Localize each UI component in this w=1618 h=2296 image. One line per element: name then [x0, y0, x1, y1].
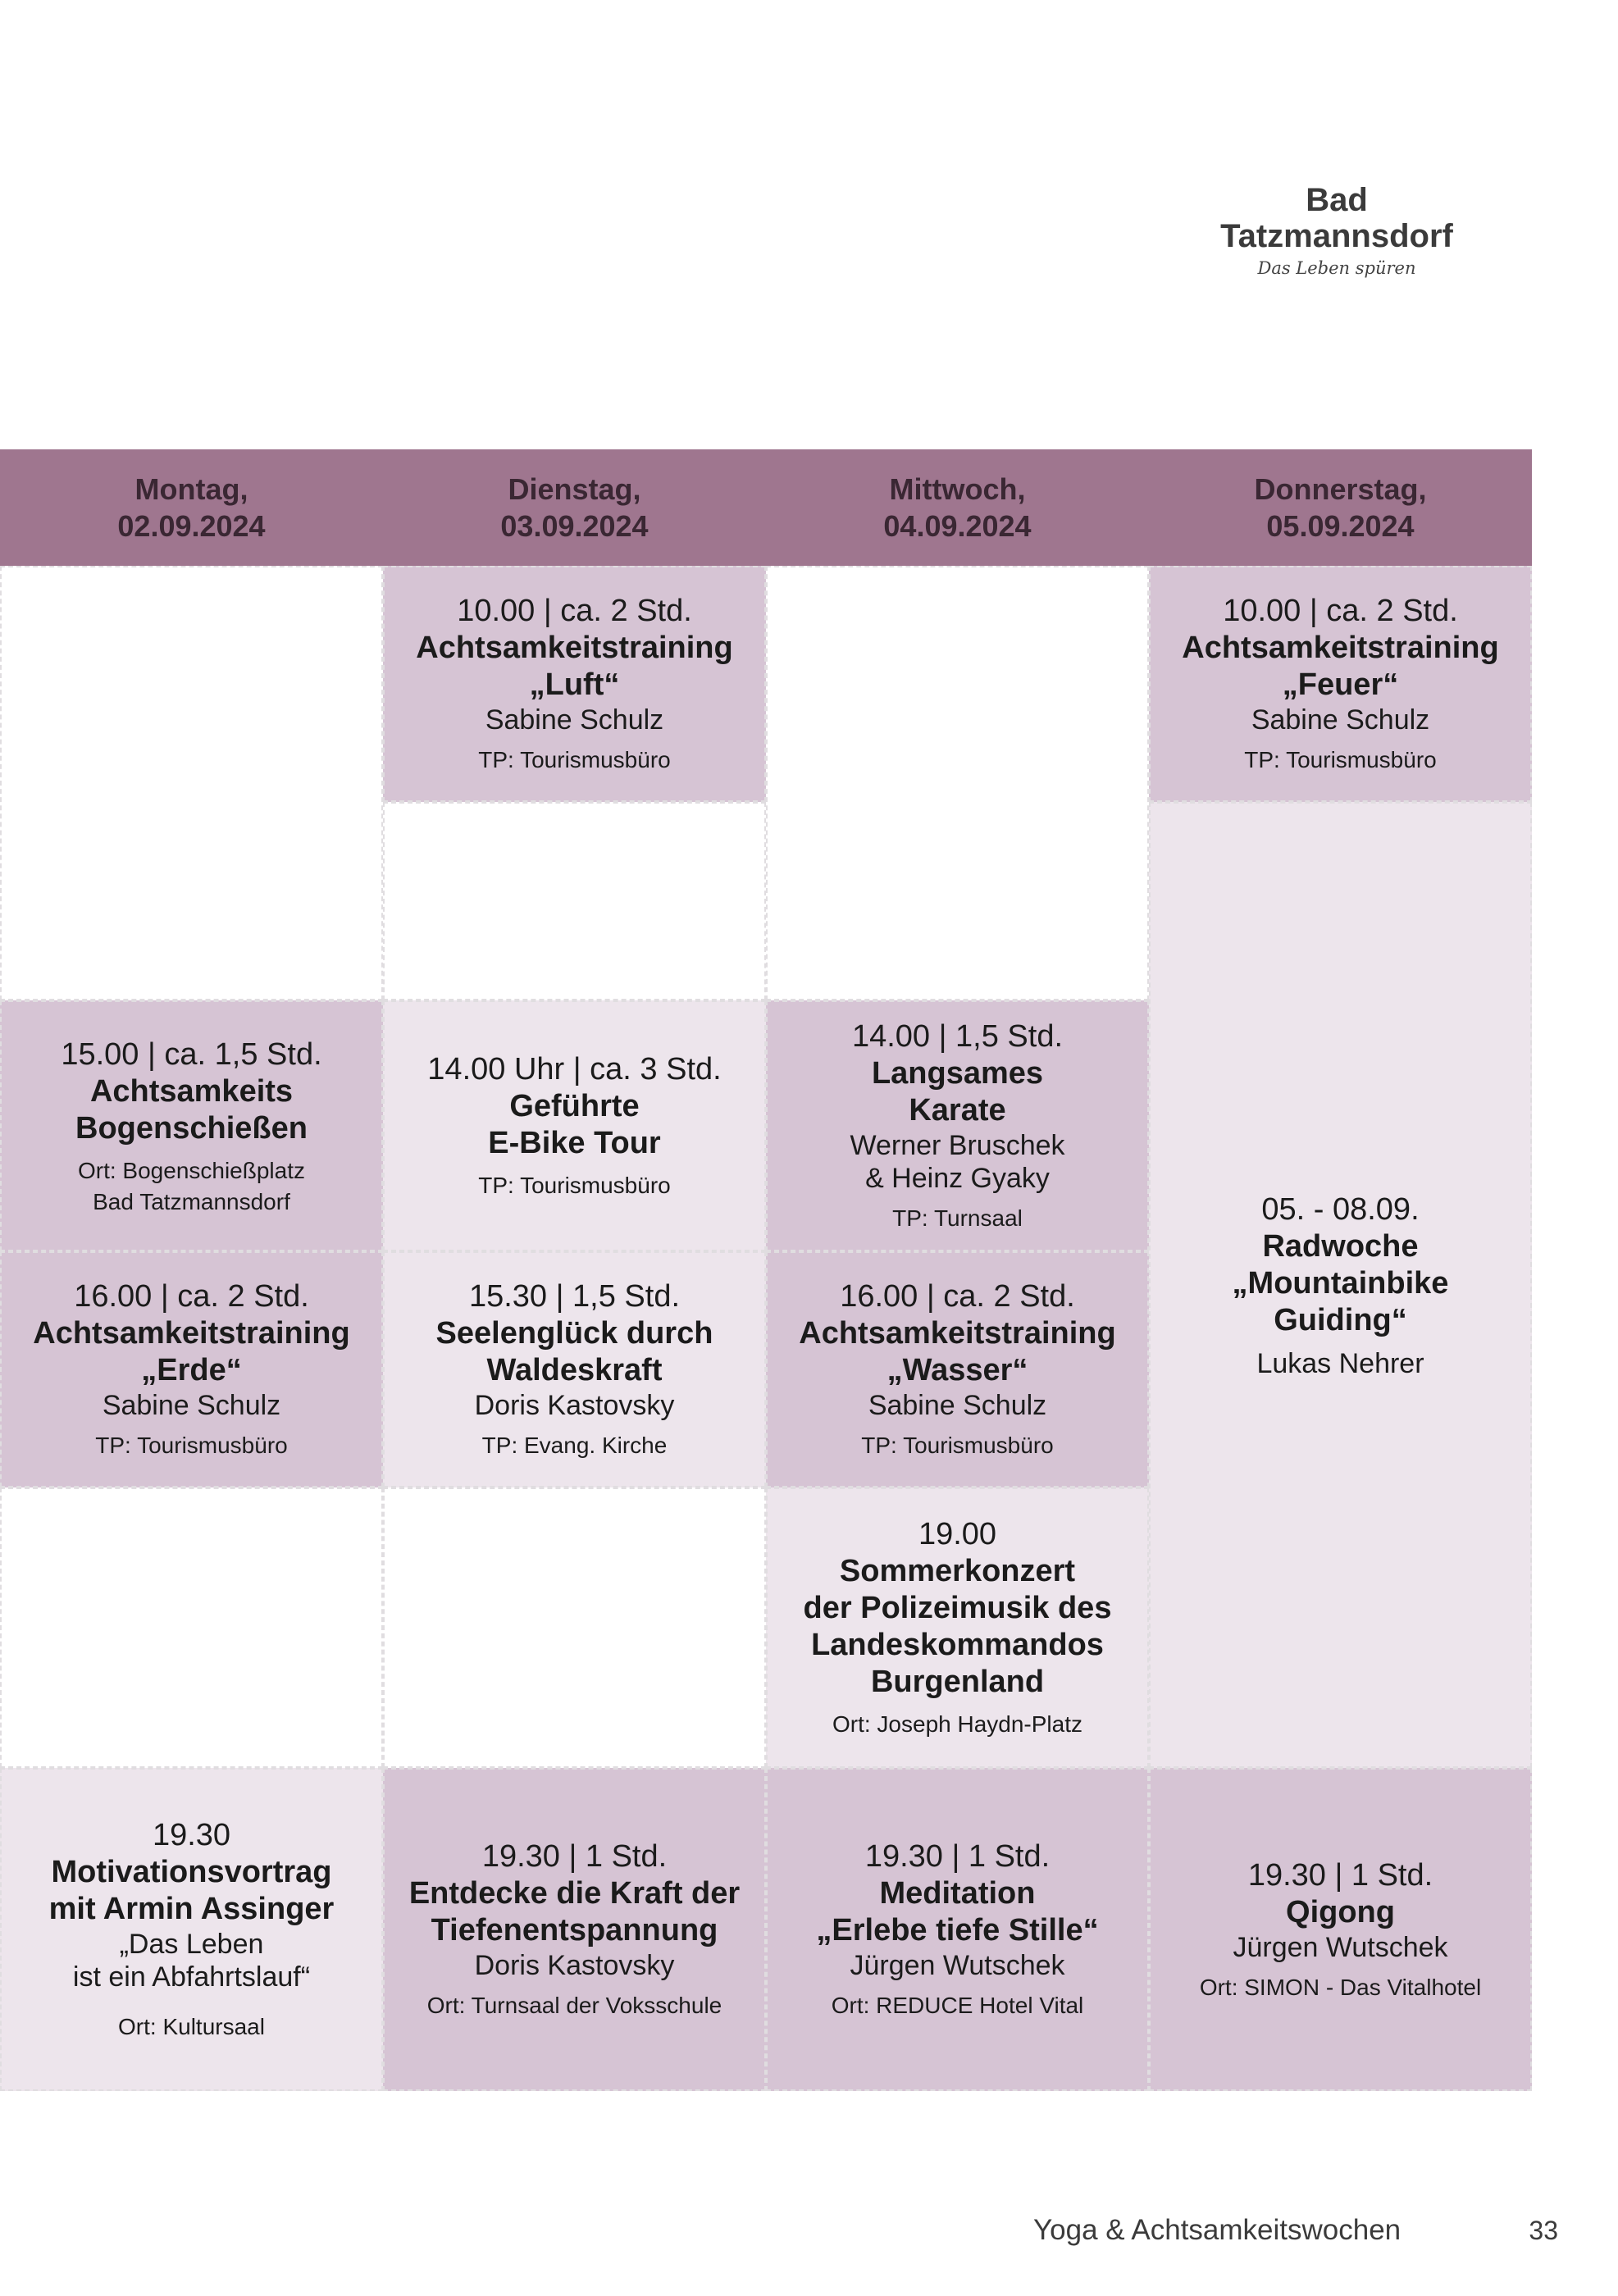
- day-weekday: Dienstag,: [508, 472, 641, 506]
- event-title: Geführte: [509, 1089, 640, 1123]
- event-card-feuer: [1149, 566, 1532, 802]
- empty-cell: [383, 802, 766, 1000]
- event-title: Guiding“: [1274, 1302, 1407, 1337]
- event-card-erde: [0, 1251, 383, 1487]
- event-place: TP: Tourismusbüro: [1244, 747, 1437, 772]
- event-title: „Mountainbike: [1232, 1265, 1449, 1301]
- empty-cell: [0, 1487, 383, 1768]
- event-card-seelenglueck: [383, 1251, 766, 1487]
- day-date: 04.09.2024: [883, 509, 1032, 543]
- day-header-dienstag: [383, 449, 766, 566]
- event-title: mit Armin Assinger: [48, 1892, 335, 1926]
- event-title: Entdecke die Kraft der: [408, 1876, 741, 1911]
- event-person: Sabine Schulz: [102, 1390, 281, 1421]
- event-place: TP: Tourismusbüro: [478, 747, 671, 772]
- event-title: Achtsamkeitstraining: [1182, 631, 1499, 665]
- day-weekday: Montag,: [134, 472, 248, 506]
- day-weekday: Mittwoch,: [889, 472, 1026, 506]
- event-time: 05. - 08.09.: [1261, 1191, 1420, 1227]
- event-title: Landeskommandos: [811, 1628, 1104, 1662]
- brand-line1: Bad: [1306, 182, 1368, 218]
- event-title: „Feuer“: [1282, 667, 1399, 702]
- event-place: TP: Tourismusbüro: [861, 1433, 1054, 1458]
- page-number: 33: [1529, 2215, 1558, 2245]
- event-time: 19.00: [918, 1517, 997, 1551]
- event-card-karate: [766, 1000, 1149, 1251]
- event-title: Bogenschießen: [75, 1110, 308, 1146]
- event-person: Doris Kastovsky: [474, 1390, 675, 1421]
- event-place: TP: Tourismusbüro: [95, 1433, 288, 1458]
- event-place: TP: Turnsaal: [892, 1205, 1023, 1231]
- event-place: TP: Tourismusbüro: [478, 1173, 671, 1198]
- event-place: Ort: Turnsaal der Voksschule: [426, 1993, 722, 2018]
- event-person: & Heinz Gyaky: [865, 1163, 1050, 1194]
- event-card-wasser: [766, 1251, 1149, 1487]
- event-card-luft: [383, 566, 766, 802]
- event-title: Burgenland: [870, 1665, 1045, 1699]
- event-subtitle: ist ein Abfahrtslauf“: [72, 1961, 311, 1993]
- day-weekday: Donnerstag,: [1254, 472, 1427, 506]
- event-place: TP: Evang. Kirche: [481, 1433, 668, 1458]
- event-card-radwoche: [1149, 802, 1532, 1768]
- event-person: Lukas Nehrer: [1256, 1347, 1424, 1379]
- event-time: 19.30: [152, 1818, 231, 1852]
- event-title: Karate: [909, 1093, 1006, 1128]
- day-date: 05.09.2024: [1266, 509, 1415, 543]
- event-time: 19.30 | 1 Std.: [1247, 1857, 1433, 1893]
- event-card-tiefenentspannung: [383, 1768, 766, 2091]
- event-time: 10.00 | ca. 2 Std.: [457, 594, 692, 628]
- event-title: E-Bike Tour: [488, 1126, 661, 1160]
- event-title: Achtsamkeitstraining: [33, 1316, 350, 1351]
- day-date: 03.09.2024: [500, 509, 649, 543]
- event-time: 19.30 | 1 Std.: [481, 1839, 668, 1874]
- event-person: Doris Kastovsky: [474, 1950, 675, 1981]
- empty-cell: [766, 566, 1149, 1000]
- empty-cell: [383, 1487, 766, 1768]
- brand-logo: [1189, 182, 1484, 282]
- event-person: Sabine Schulz: [485, 704, 664, 736]
- event-title: „Erde“: [141, 1353, 242, 1387]
- event-card-qigong: [1149, 1768, 1532, 2091]
- day-header-montag: [0, 449, 383, 566]
- event-title: Motivationsvortrag: [51, 1855, 332, 1889]
- page-footer: [1033, 2214, 1558, 2247]
- event-title: Langsames: [871, 1056, 1044, 1091]
- event-time: 19.30 | 1 Std.: [864, 1839, 1051, 1874]
- event-title: der Polizeimusik des: [803, 1591, 1112, 1625]
- event-title: Seelenglück durch: [435, 1316, 713, 1351]
- brand-tagline: Das Leben spüren: [1257, 258, 1416, 278]
- event-time: 15.00 | ca. 1,5 Std.: [61, 1036, 322, 1072]
- event-time: 15.30 | 1,5 Std.: [468, 1279, 681, 1314]
- event-place: Ort: Bogenschießplatz: [77, 1157, 306, 1183]
- event-title: „Erlebe tiefe Stille“: [816, 1913, 1099, 1947]
- event-person: Sabine Schulz: [868, 1390, 1047, 1421]
- event-title: Tiefenentspannung: [431, 1913, 718, 1947]
- event-place: Ort: SIMON - Das Vitalhotel: [1199, 1974, 1482, 2000]
- event-title: Qigong: [1286, 1894, 1395, 1929]
- event-person: Jürgen Wutschek: [1233, 1931, 1448, 1963]
- event-time: 14.00 | 1,5 Std.: [851, 1019, 1064, 1054]
- event-time: 16.00 | ca. 2 Std.: [840, 1279, 1075, 1314]
- empty-cell: [0, 566, 383, 1000]
- footer-title: Yoga & Achtsamkeitswochen: [1033, 2214, 1402, 2246]
- event-time: 10.00 | ca. 2 Std.: [1223, 594, 1458, 628]
- event-place: Ort: Kultursaal: [118, 2014, 265, 2039]
- day-header-donnerstag: [1149, 449, 1532, 566]
- event-title: „Wasser“: [886, 1353, 1028, 1387]
- event-card-ebike: [383, 1000, 766, 1251]
- event-title: Achtsamkeitstraining: [416, 631, 733, 665]
- schedule-header: [0, 449, 1532, 566]
- event-title: Achtsamkeitstraining: [799, 1316, 1116, 1351]
- event-place: Ort: REDUCE Hotel Vital: [831, 1993, 1084, 2018]
- event-person: Sabine Schulz: [1251, 704, 1430, 736]
- event-title: „Luft“: [529, 667, 620, 702]
- day-header-mittwoch: [766, 449, 1149, 566]
- event-title: Sommerkonzert: [839, 1554, 1076, 1588]
- event-card-motivationsvortrag: [0, 1768, 383, 2091]
- event-place: Bad Tatzmannsdorf: [93, 1188, 290, 1214]
- brand-line2: Tatzmannsdorf: [1220, 218, 1453, 254]
- event-card-sommerkonzert: [766, 1487, 1149, 1768]
- event-title: Achtsamkeits: [89, 1073, 294, 1109]
- event-person: Jürgen Wutschek: [850, 1950, 1065, 1981]
- day-date: 02.09.2024: [117, 509, 266, 543]
- event-time: 14.00 Uhr | ca. 3 Std.: [427, 1052, 722, 1086]
- event-card-meditation: [766, 1768, 1149, 2091]
- event-person: Werner Bruschek: [850, 1130, 1065, 1161]
- event-subtitle: „Das Leben: [119, 1929, 264, 1960]
- event-title: Meditation: [879, 1876, 1036, 1911]
- event-title: Waldeskraft: [486, 1353, 663, 1387]
- event-title: Radwoche: [1262, 1228, 1419, 1264]
- event-time: 16.00 | ca. 2 Std.: [74, 1279, 309, 1314]
- event-card-bogenschiessen: [0, 1000, 383, 1251]
- event-place: Ort: Joseph Haydn-Platz: [832, 1711, 1083, 1737]
